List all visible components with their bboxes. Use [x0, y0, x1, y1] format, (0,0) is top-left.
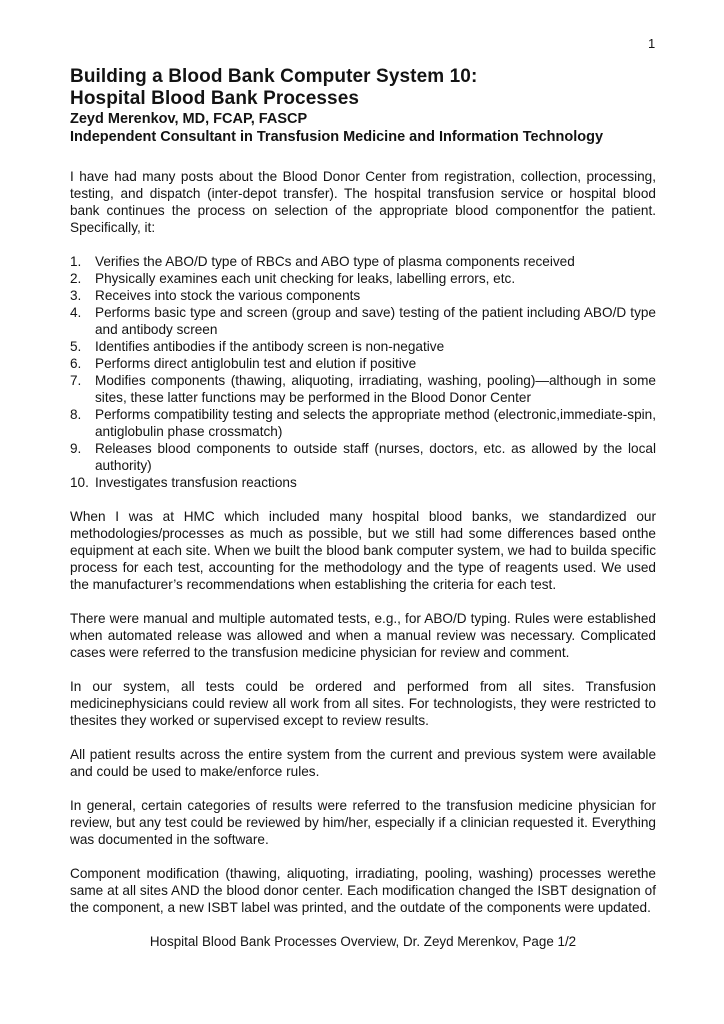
body-paragraph-hmc: When I was at HMC which included many hospital blood banks, we standardized our methodologies/processes as much as possible, but we still had some differences based onthe equipment at each site. When we built the blood bank computer system, we had to builda specific process for each test, accounting for the methodology and the type of reagents used. We used the manufacturer’s recommendations when establishing the criteria for each test. — [70, 509, 656, 592]
list-item-text: Modifies components (thawing, aliquoting, irradiating, washing, pooling)—although in some sites, these latter functions may be performed in the Blood Donor Center — [95, 373, 656, 405]
list-item-6 — [70, 355, 656, 372]
list-item-5 — [70, 338, 656, 355]
body-paragraph-system: In our system, all tests could be ordered and performed from all sites. Transfusion medicinephysicians could review all work from all sites. For technologists, they were restricted to thesites they worked or supervised except to review results. — [70, 679, 656, 728]
page-number: 1 — [648, 36, 656, 51]
author-line: Zeyd Merenkov, MD, FCAP, FASCP — [70, 111, 308, 127]
list-item-4 — [70, 304, 656, 338]
list-item-text: Performs compatibility testing and selects the appropriate method (electronic,immediate-spin, antiglobulin phase crossmatch) — [95, 407, 656, 439]
list-item-number: 3. — [70, 288, 82, 303]
body-paragraph-modification: Component modification (thawing, aliquoting, irradiating, pooling, washing) processes werethe same at all sites AND the blood donor center. Each modification changed the ISBT designation of the component, a new ISBT label was printed, and the outdate of the components were updated. — [70, 866, 656, 915]
list-item-text: Performs direct antiglobulin test and elution if positive — [95, 356, 417, 371]
list-item-9 — [70, 440, 656, 474]
body-paragraph-tests: There were manual and multiple automated tests, e.g., for ABO/D typing. Rules were established when automated release was allowed and when a manual review was necessary. Complicated cases were referred to the transfusion medicine physician for review and comment. — [70, 611, 656, 660]
list-item-8 — [70, 406, 656, 440]
body-paragraph-review: In general, certain categories of results were referred to the transfusion medicine physician for review, but any test could be reviewed by him/her, especially if a clinician requested it. Everything was documented in the software. — [70, 798, 656, 847]
list-item-number: 5. — [70, 339, 82, 354]
document-title-line-2: Hospital Blood Bank Processes — [70, 88, 360, 109]
intro-paragraph: I have had many posts about the Blood Donor Center from registration, collection, processing, testing, and dispatch (inter-depot transfer). The hospital transfusion service or hospital blood bank continues the process on selection of the appropriate blood componentfor the patient. Specifically, it: — [70, 169, 656, 235]
list-item-number: 9. — [70, 441, 82, 456]
list-item-text: Identifies antibodies if the antibody screen is non-negative — [95, 339, 445, 354]
page-footer: Hospital Blood Bank Processes Overview, Dr. Zeyd Merenkov, Page 1/2 — [149, 934, 577, 949]
list-item-number: 7. — [70, 373, 82, 388]
list-item-number: 6. — [70, 356, 82, 371]
list-item-text: Receives into stock the various components — [95, 288, 361, 303]
list-item-10 — [70, 474, 656, 491]
affiliation-line: Independent Consultant in Transfusion Medicine and Information Technology — [70, 129, 604, 145]
list-item-3 — [70, 287, 656, 304]
list-item-7 — [70, 372, 656, 406]
list-item-text: Releases blood components to outside staff (nurses, doctors, etc. as allowed by the local authority) — [95, 441, 656, 473]
list-item-number: 4. — [70, 305, 82, 320]
list-item-text: Physically examines each unit checking for leaks, labelling errors, etc. — [95, 271, 516, 286]
body-paragraph-results: All patient results across the entire system from the current and previous system were available and could be used to make/enforce rules. — [70, 747, 656, 779]
list-item-number: 2. — [70, 271, 82, 286]
list-item-text: Investigates transfusion reactions — [95, 475, 297, 490]
numbered-list — [70, 253, 656, 491]
list-item-number: 1. — [70, 254, 82, 269]
list-item-2 — [70, 270, 656, 287]
list-item-text: Verifies the ABO/D type of RBCs and ABO type of plasma components received — [95, 254, 575, 269]
list-item-text: Performs basic type and screen (group and save) testing of the patient including ABO/D type and antibody screen — [95, 305, 656, 337]
list-item-number: 8. — [70, 407, 82, 422]
list-item-number: 10. — [70, 475, 89, 490]
document-content — [70, 66, 656, 950]
list-item-1 — [70, 253, 656, 270]
document-title-line-1: Building a Blood Bank Computer System 10: — [70, 66, 478, 87]
